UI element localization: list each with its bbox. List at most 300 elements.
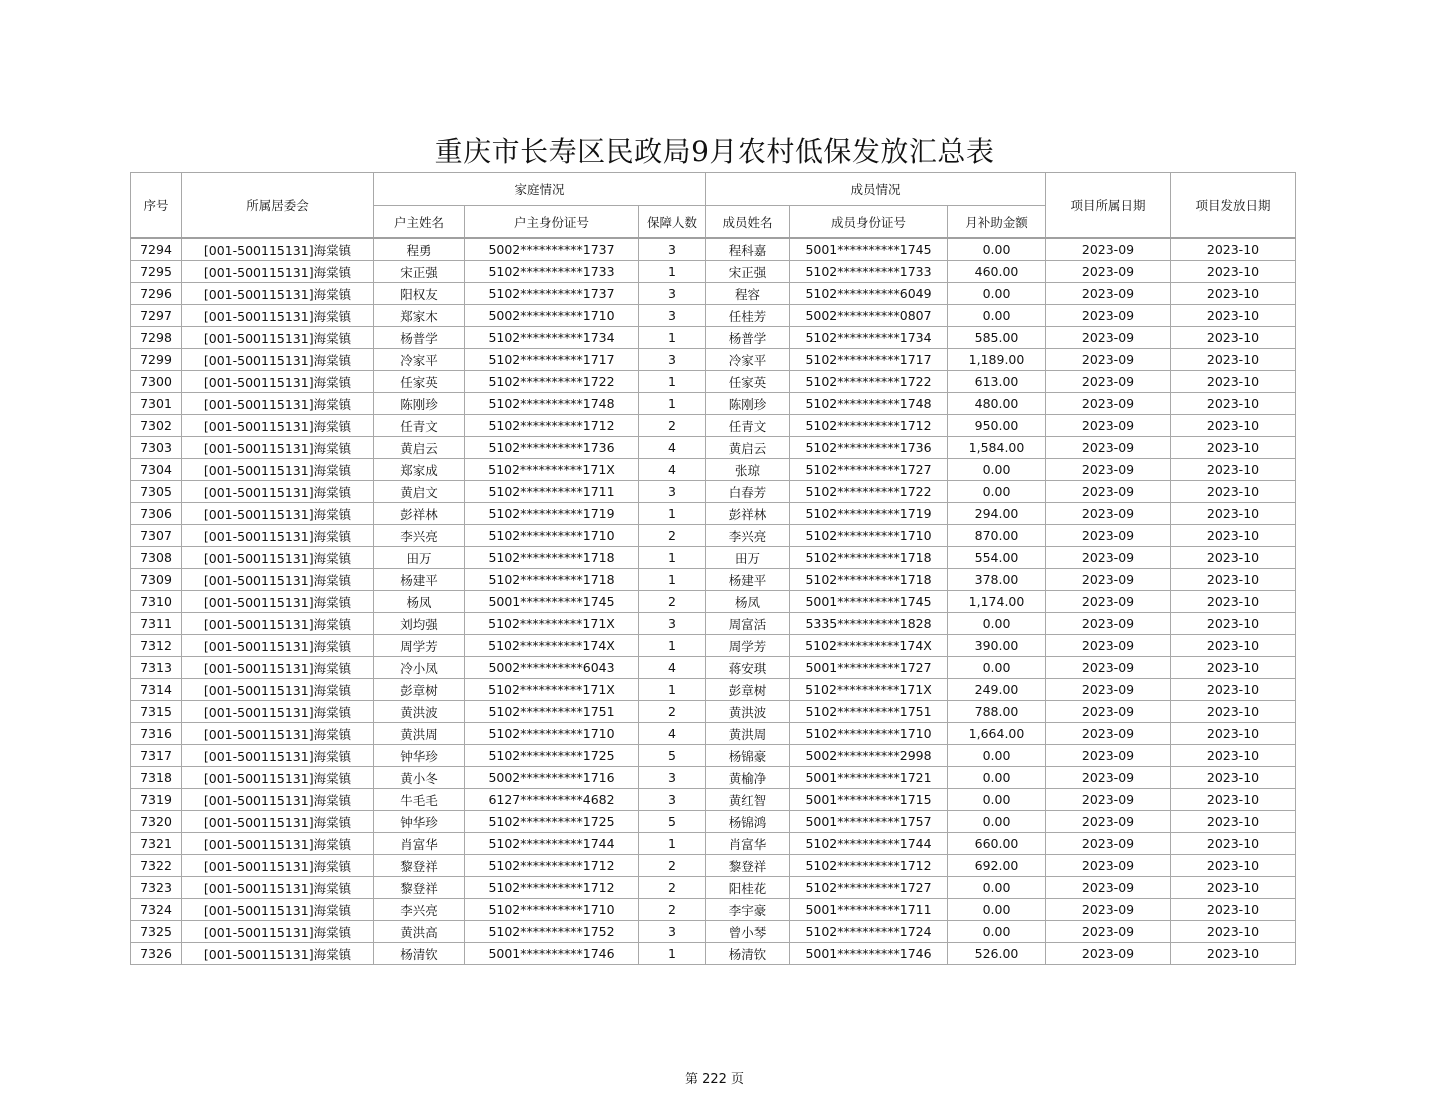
table-row xyxy=(131,283,1296,305)
committee-cell: [001-500115131]海棠镇 xyxy=(182,459,374,481)
seq-cell: 7297 xyxy=(131,305,182,327)
amount-cell: 0.00 xyxy=(948,921,1046,943)
table-row xyxy=(131,393,1296,415)
amount-cell: 585.00 xyxy=(948,327,1046,349)
head-name-cell: 杨清钦 xyxy=(374,943,465,965)
seq-cell: 7305 xyxy=(131,481,182,503)
head-id-cell: 5102**********1717 xyxy=(465,349,639,371)
head-name-cell: 黄小冬 xyxy=(374,767,465,789)
amount-cell: 480.00 xyxy=(948,393,1046,415)
table-row xyxy=(131,943,1296,965)
count-cell: 1 xyxy=(639,833,706,855)
head-id-cell: 5102**********1719 xyxy=(465,503,639,525)
count-cell: 2 xyxy=(639,415,706,437)
member-name-cell: 杨建平 xyxy=(706,569,790,591)
member-name-cell: 杨锦豪 xyxy=(706,745,790,767)
member-name-cell: 黄红智 xyxy=(706,789,790,811)
amount-cell: 1,584.00 xyxy=(948,437,1046,459)
issue-date-cell: 2023-10 xyxy=(1171,591,1296,613)
issue-date-cell: 2023-10 xyxy=(1171,238,1296,261)
page-number: 第 222 页 xyxy=(684,1072,745,1087)
issue-date-cell: 2023-10 xyxy=(1171,371,1296,393)
header-committee: 所属居委会 xyxy=(182,173,374,239)
head-name-cell: 杨凤 xyxy=(374,591,465,613)
member-name-cell: 黄洪周 xyxy=(706,723,790,745)
head-name-cell: 牛毛毛 xyxy=(374,789,465,811)
head-name-cell: 刘均强 xyxy=(374,613,465,635)
committee-cell: [001-500115131]海棠镇 xyxy=(182,679,374,701)
head-id-cell: 5102**********1710 xyxy=(465,723,639,745)
head-name-cell: 黄洪高 xyxy=(374,921,465,943)
table-row xyxy=(131,525,1296,547)
issue-date-cell: 2023-10 xyxy=(1171,525,1296,547)
period-cell: 2023-09 xyxy=(1046,943,1171,965)
member-name-cell: 曾小琴 xyxy=(706,921,790,943)
head-id-cell: 5102**********1722 xyxy=(465,371,639,393)
amount-cell: 0.00 xyxy=(948,283,1046,305)
seq-cell: 7315 xyxy=(131,701,182,723)
seq-cell: 7311 xyxy=(131,613,182,635)
member-id-cell: 5102**********1736 xyxy=(790,437,948,459)
issue-date-cell: 2023-10 xyxy=(1171,811,1296,833)
seq-cell: 7322 xyxy=(131,855,182,877)
issue-date-cell: 2023-10 xyxy=(1171,789,1296,811)
member-name-cell: 程科嘉 xyxy=(706,238,790,261)
head-name-cell: 李兴亮 xyxy=(374,899,465,921)
head-id-cell: 5102**********1718 xyxy=(465,569,639,591)
table-row xyxy=(131,657,1296,679)
period-cell: 2023-09 xyxy=(1046,745,1171,767)
header-head-name: 户主姓名 xyxy=(374,206,465,239)
head-name-cell: 肖富华 xyxy=(374,833,465,855)
member-id-cell: 5102**********1724 xyxy=(790,921,948,943)
seq-cell: 7326 xyxy=(131,943,182,965)
table-row xyxy=(131,503,1296,525)
issue-date-cell: 2023-10 xyxy=(1171,855,1296,877)
count-cell: 4 xyxy=(639,459,706,481)
count-cell: 3 xyxy=(639,613,706,635)
period-cell: 2023-09 xyxy=(1046,877,1171,899)
member-name-cell: 杨凤 xyxy=(706,591,790,613)
count-cell: 1 xyxy=(639,943,706,965)
head-id-cell: 5102**********1711 xyxy=(465,481,639,503)
header-family-group: 家庭情况 xyxy=(374,173,706,206)
member-name-cell: 任桂芳 xyxy=(706,305,790,327)
amount-cell: 0.00 xyxy=(948,613,1046,635)
member-id-cell: 5102**********1710 xyxy=(790,525,948,547)
head-id-cell: 5102**********1752 xyxy=(465,921,639,943)
table-row xyxy=(131,789,1296,811)
seq-cell: 7308 xyxy=(131,547,182,569)
seq-cell: 7323 xyxy=(131,877,182,899)
member-id-cell: 5002**********2998 xyxy=(790,745,948,767)
member-id-cell: 5102**********1722 xyxy=(790,371,948,393)
issue-date-cell: 2023-10 xyxy=(1171,481,1296,503)
committee-cell: [001-500115131]海棠镇 xyxy=(182,415,374,437)
issue-date-cell: 2023-10 xyxy=(1171,679,1296,701)
amount-cell: 378.00 xyxy=(948,569,1046,591)
table-row xyxy=(131,305,1296,327)
issue-date-cell: 2023-10 xyxy=(1171,613,1296,635)
head-name-cell: 阳权友 xyxy=(374,283,465,305)
member-id-cell: 5001**********1727 xyxy=(790,657,948,679)
count-cell: 3 xyxy=(639,767,706,789)
seq-cell: 7320 xyxy=(131,811,182,833)
committee-cell: [001-500115131]海棠镇 xyxy=(182,789,374,811)
count-cell: 3 xyxy=(639,238,706,261)
member-id-cell: 5335**********1828 xyxy=(790,613,948,635)
header-period: 项目所属日期 xyxy=(1046,173,1171,239)
issue-date-cell: 2023-10 xyxy=(1171,943,1296,965)
period-cell: 2023-09 xyxy=(1046,679,1171,701)
amount-cell: 0.00 xyxy=(948,238,1046,261)
head-name-cell: 郑家木 xyxy=(374,305,465,327)
member-name-cell: 黄洪波 xyxy=(706,701,790,723)
head-id-cell: 5102**********1712 xyxy=(465,877,639,899)
period-cell: 2023-09 xyxy=(1046,701,1171,723)
period-cell: 2023-09 xyxy=(1046,811,1171,833)
table-row xyxy=(131,877,1296,899)
member-id-cell: 5102**********6049 xyxy=(790,283,948,305)
member-name-cell: 黄榆净 xyxy=(706,767,790,789)
period-cell: 2023-09 xyxy=(1046,569,1171,591)
head-name-cell: 黄洪波 xyxy=(374,701,465,723)
head-id-cell: 5102**********1748 xyxy=(465,393,639,415)
member-name-cell: 彭章树 xyxy=(706,679,790,701)
member-name-cell: 任家英 xyxy=(706,371,790,393)
table-row xyxy=(131,261,1296,283)
head-id-cell: 5102**********1718 xyxy=(465,547,639,569)
seq-cell: 7321 xyxy=(131,833,182,855)
head-name-cell: 陈刚珍 xyxy=(374,393,465,415)
amount-cell: 526.00 xyxy=(948,943,1046,965)
seq-cell: 7316 xyxy=(131,723,182,745)
count-cell: 2 xyxy=(639,591,706,613)
committee-cell: [001-500115131]海棠镇 xyxy=(182,261,374,283)
table-row xyxy=(131,833,1296,855)
count-cell: 1 xyxy=(639,635,706,657)
amount-cell: 554.00 xyxy=(948,547,1046,569)
issue-date-cell: 2023-10 xyxy=(1171,723,1296,745)
amount-cell: 0.00 xyxy=(948,657,1046,679)
member-name-cell: 宋正强 xyxy=(706,261,790,283)
head-id-cell: 5102**********1744 xyxy=(465,833,639,855)
amount-cell: 1,174.00 xyxy=(948,591,1046,613)
header-seq: 序号 xyxy=(131,173,182,239)
head-id-cell: 5102**********1712 xyxy=(465,855,639,877)
member-id-cell: 5001**********1745 xyxy=(790,591,948,613)
table-row xyxy=(131,745,1296,767)
member-name-cell: 李宇豪 xyxy=(706,899,790,921)
seq-cell: 7317 xyxy=(131,745,182,767)
issue-date-cell: 2023-10 xyxy=(1171,657,1296,679)
period-cell: 2023-09 xyxy=(1046,261,1171,283)
committee-cell: [001-500115131]海棠镇 xyxy=(182,569,374,591)
period-cell: 2023-09 xyxy=(1046,899,1171,921)
head-name-cell: 冷小凤 xyxy=(374,657,465,679)
period-cell: 2023-09 xyxy=(1046,238,1171,261)
member-id-cell: 5102**********1744 xyxy=(790,833,948,855)
seq-cell: 7314 xyxy=(131,679,182,701)
table-row xyxy=(131,613,1296,635)
count-cell: 2 xyxy=(639,525,706,547)
member-name-cell: 冷家平 xyxy=(706,349,790,371)
count-cell: 3 xyxy=(639,283,706,305)
head-name-cell: 彭章树 xyxy=(374,679,465,701)
head-id-cell: 5102**********1734 xyxy=(465,327,639,349)
amount-cell: 788.00 xyxy=(948,701,1046,723)
head-name-cell: 田万 xyxy=(374,547,465,569)
member-name-cell: 周学芳 xyxy=(706,635,790,657)
head-name-cell: 宋正强 xyxy=(374,261,465,283)
member-id-cell: 5102**********171X xyxy=(790,679,948,701)
period-cell: 2023-09 xyxy=(1046,415,1171,437)
issue-date-cell: 2023-10 xyxy=(1171,921,1296,943)
committee-cell: [001-500115131]海棠镇 xyxy=(182,921,374,943)
amount-cell: 870.00 xyxy=(948,525,1046,547)
head-id-cell: 5102**********1725 xyxy=(465,811,639,833)
head-name-cell: 黎登祥 xyxy=(374,855,465,877)
count-cell: 4 xyxy=(639,723,706,745)
seq-cell: 7312 xyxy=(131,635,182,657)
table-row xyxy=(131,481,1296,503)
amount-cell: 660.00 xyxy=(948,833,1046,855)
member-id-cell: 5102**********1710 xyxy=(790,723,948,745)
table-row xyxy=(131,459,1296,481)
seq-cell: 7309 xyxy=(131,569,182,591)
member-id-cell: 5102**********1718 xyxy=(790,547,948,569)
amount-cell: 0.00 xyxy=(948,811,1046,833)
committee-cell: [001-500115131]海棠镇 xyxy=(182,833,374,855)
count-cell: 1 xyxy=(639,261,706,283)
member-name-cell: 杨普学 xyxy=(706,327,790,349)
committee-cell: [001-500115131]海棠镇 xyxy=(182,855,374,877)
head-id-cell: 5002**********1716 xyxy=(465,767,639,789)
head-name-cell: 杨建平 xyxy=(374,569,465,591)
count-cell: 1 xyxy=(639,371,706,393)
count-cell: 3 xyxy=(639,305,706,327)
head-name-cell: 黎登祥 xyxy=(374,877,465,899)
issue-date-cell: 2023-10 xyxy=(1171,635,1296,657)
head-name-cell: 钟华珍 xyxy=(374,745,465,767)
head-id-cell: 5102**********171X xyxy=(465,679,639,701)
seq-cell: 7307 xyxy=(131,525,182,547)
period-cell: 2023-09 xyxy=(1046,767,1171,789)
seq-cell: 7298 xyxy=(131,327,182,349)
member-name-cell: 杨锦鸿 xyxy=(706,811,790,833)
member-id-cell: 5102**********1722 xyxy=(790,481,948,503)
issue-date-cell: 2023-10 xyxy=(1171,261,1296,283)
committee-cell: [001-500115131]海棠镇 xyxy=(182,481,374,503)
member-name-cell: 田万 xyxy=(706,547,790,569)
seq-cell: 7310 xyxy=(131,591,182,613)
seq-cell: 7296 xyxy=(131,283,182,305)
header-issue-date: 项目发放日期 xyxy=(1171,173,1296,239)
committee-cell: [001-500115131]海棠镇 xyxy=(182,327,374,349)
committee-cell: [001-500115131]海棠镇 xyxy=(182,283,374,305)
period-cell: 2023-09 xyxy=(1046,481,1171,503)
header-head-id: 户主身份证号 xyxy=(465,206,639,239)
head-id-cell: 5102**********1710 xyxy=(465,525,639,547)
period-cell: 2023-09 xyxy=(1046,371,1171,393)
committee-cell: [001-500115131]海棠镇 xyxy=(182,547,374,569)
issue-date-cell: 2023-10 xyxy=(1171,459,1296,481)
table-row xyxy=(131,415,1296,437)
head-id-cell: 5102**********171X xyxy=(465,613,639,635)
count-cell: 1 xyxy=(639,679,706,701)
count-cell: 5 xyxy=(639,745,706,767)
head-id-cell: 5102**********1733 xyxy=(465,261,639,283)
member-id-cell: 5102**********1727 xyxy=(790,877,948,899)
period-cell: 2023-09 xyxy=(1046,459,1171,481)
period-cell: 2023-09 xyxy=(1046,437,1171,459)
period-cell: 2023-09 xyxy=(1046,855,1171,877)
period-cell: 2023-09 xyxy=(1046,525,1171,547)
issue-date-cell: 2023-10 xyxy=(1171,745,1296,767)
member-name-cell: 任青文 xyxy=(706,415,790,437)
amount-cell: 0.00 xyxy=(948,745,1046,767)
table-row xyxy=(131,899,1296,921)
table-row xyxy=(131,547,1296,569)
member-name-cell: 张琼 xyxy=(706,459,790,481)
count-cell: 3 xyxy=(639,789,706,811)
page-title: 重庆市长寿区民政局9月农村低保发放汇总表 xyxy=(434,135,995,168)
head-id-cell: 5001**********1746 xyxy=(465,943,639,965)
member-id-cell: 5001**********1711 xyxy=(790,899,948,921)
count-cell: 1 xyxy=(639,547,706,569)
issue-date-cell: 2023-10 xyxy=(1171,877,1296,899)
member-id-cell: 5102**********1718 xyxy=(790,569,948,591)
period-cell: 2023-09 xyxy=(1046,393,1171,415)
member-id-cell: 5102**********1712 xyxy=(790,855,948,877)
committee-cell: [001-500115131]海棠镇 xyxy=(182,503,374,525)
header-member-group: 成员情况 xyxy=(706,173,1046,206)
head-name-cell: 黄启文 xyxy=(374,481,465,503)
count-cell: 1 xyxy=(639,327,706,349)
issue-date-cell: 2023-10 xyxy=(1171,767,1296,789)
count-cell: 1 xyxy=(639,503,706,525)
head-name-cell: 彭祥林 xyxy=(374,503,465,525)
head-id-cell: 5002**********1710 xyxy=(465,305,639,327)
head-name-cell: 黄洪周 xyxy=(374,723,465,745)
committee-cell: [001-500115131]海棠镇 xyxy=(182,943,374,965)
head-name-cell: 黄启云 xyxy=(374,437,465,459)
member-id-cell: 5001**********1757 xyxy=(790,811,948,833)
head-id-cell: 5102**********1751 xyxy=(465,701,639,723)
period-cell: 2023-09 xyxy=(1046,833,1171,855)
committee-cell: [001-500115131]海棠镇 xyxy=(182,723,374,745)
count-cell: 2 xyxy=(639,899,706,921)
period-cell: 2023-09 xyxy=(1046,591,1171,613)
issue-date-cell: 2023-10 xyxy=(1171,569,1296,591)
table-row xyxy=(131,921,1296,943)
member-id-cell: 5001**********1715 xyxy=(790,789,948,811)
amount-cell: 950.00 xyxy=(948,415,1046,437)
header-amount: 月补助金额 xyxy=(948,206,1046,239)
head-id-cell: 5002**********6043 xyxy=(465,657,639,679)
committee-cell: [001-500115131]海棠镇 xyxy=(182,899,374,921)
count-cell: 2 xyxy=(639,855,706,877)
period-cell: 2023-09 xyxy=(1046,613,1171,635)
amount-cell: 390.00 xyxy=(948,635,1046,657)
head-name-cell: 任家英 xyxy=(374,371,465,393)
member-id-cell: 5102**********1748 xyxy=(790,393,948,415)
member-name-cell: 阳桂花 xyxy=(706,877,790,899)
table-row xyxy=(131,767,1296,789)
head-id-cell: 6127**********4682 xyxy=(465,789,639,811)
seq-cell: 7302 xyxy=(131,415,182,437)
amount-cell: 613.00 xyxy=(948,371,1046,393)
period-cell: 2023-09 xyxy=(1046,547,1171,569)
table-row xyxy=(131,635,1296,657)
member-id-cell: 5102**********1751 xyxy=(790,701,948,723)
seq-cell: 7294 xyxy=(131,238,182,261)
count-cell: 1 xyxy=(639,393,706,415)
seq-cell: 7325 xyxy=(131,921,182,943)
member-name-cell: 蒋安琪 xyxy=(706,657,790,679)
table-row xyxy=(131,327,1296,349)
issue-date-cell: 2023-10 xyxy=(1171,283,1296,305)
amount-cell: 249.00 xyxy=(948,679,1046,701)
head-id-cell: 5002**********1737 xyxy=(465,238,639,261)
period-cell: 2023-09 xyxy=(1046,657,1171,679)
seq-cell: 7301 xyxy=(131,393,182,415)
table-row xyxy=(131,679,1296,701)
member-name-cell: 李兴亮 xyxy=(706,525,790,547)
amount-cell: 1,189.00 xyxy=(948,349,1046,371)
member-name-cell: 肖富华 xyxy=(706,833,790,855)
committee-cell: [001-500115131]海棠镇 xyxy=(182,591,374,613)
header-member-id: 成员身份证号 xyxy=(790,206,948,239)
committee-cell: [001-500115131]海棠镇 xyxy=(182,393,374,415)
table-body xyxy=(131,238,1296,965)
count-cell: 3 xyxy=(639,349,706,371)
seq-cell: 7300 xyxy=(131,371,182,393)
relief-summary-table xyxy=(130,172,1296,965)
period-cell: 2023-09 xyxy=(1046,921,1171,943)
table-row xyxy=(131,238,1296,261)
head-name-cell: 周学芳 xyxy=(374,635,465,657)
table-row xyxy=(131,811,1296,833)
amount-cell: 294.00 xyxy=(948,503,1046,525)
count-cell: 2 xyxy=(639,877,706,899)
amount-cell: 460.00 xyxy=(948,261,1046,283)
amount-cell: 0.00 xyxy=(948,481,1046,503)
seq-cell: 7304 xyxy=(131,459,182,481)
period-cell: 2023-09 xyxy=(1046,503,1171,525)
amount-cell: 0.00 xyxy=(948,789,1046,811)
issue-date-cell: 2023-10 xyxy=(1171,393,1296,415)
count-cell: 5 xyxy=(639,811,706,833)
member-id-cell: 5102**********1734 xyxy=(790,327,948,349)
period-cell: 2023-09 xyxy=(1046,349,1171,371)
table-row xyxy=(131,437,1296,459)
committee-cell: [001-500115131]海棠镇 xyxy=(182,305,374,327)
head-id-cell: 5102**********1725 xyxy=(465,745,639,767)
header-count: 保障人数 xyxy=(639,206,706,239)
member-name-cell: 黎登祥 xyxy=(706,855,790,877)
seq-cell: 7318 xyxy=(131,767,182,789)
amount-cell: 0.00 xyxy=(948,459,1046,481)
amount-cell: 0.00 xyxy=(948,899,1046,921)
issue-date-cell: 2023-10 xyxy=(1171,899,1296,921)
committee-cell: [001-500115131]海棠镇 xyxy=(182,371,374,393)
issue-date-cell: 2023-10 xyxy=(1171,415,1296,437)
committee-cell: [001-500115131]海棠镇 xyxy=(182,613,374,635)
issue-date-cell: 2023-10 xyxy=(1171,327,1296,349)
head-id-cell: 5102**********1710 xyxy=(465,899,639,921)
issue-date-cell: 2023-10 xyxy=(1171,349,1296,371)
